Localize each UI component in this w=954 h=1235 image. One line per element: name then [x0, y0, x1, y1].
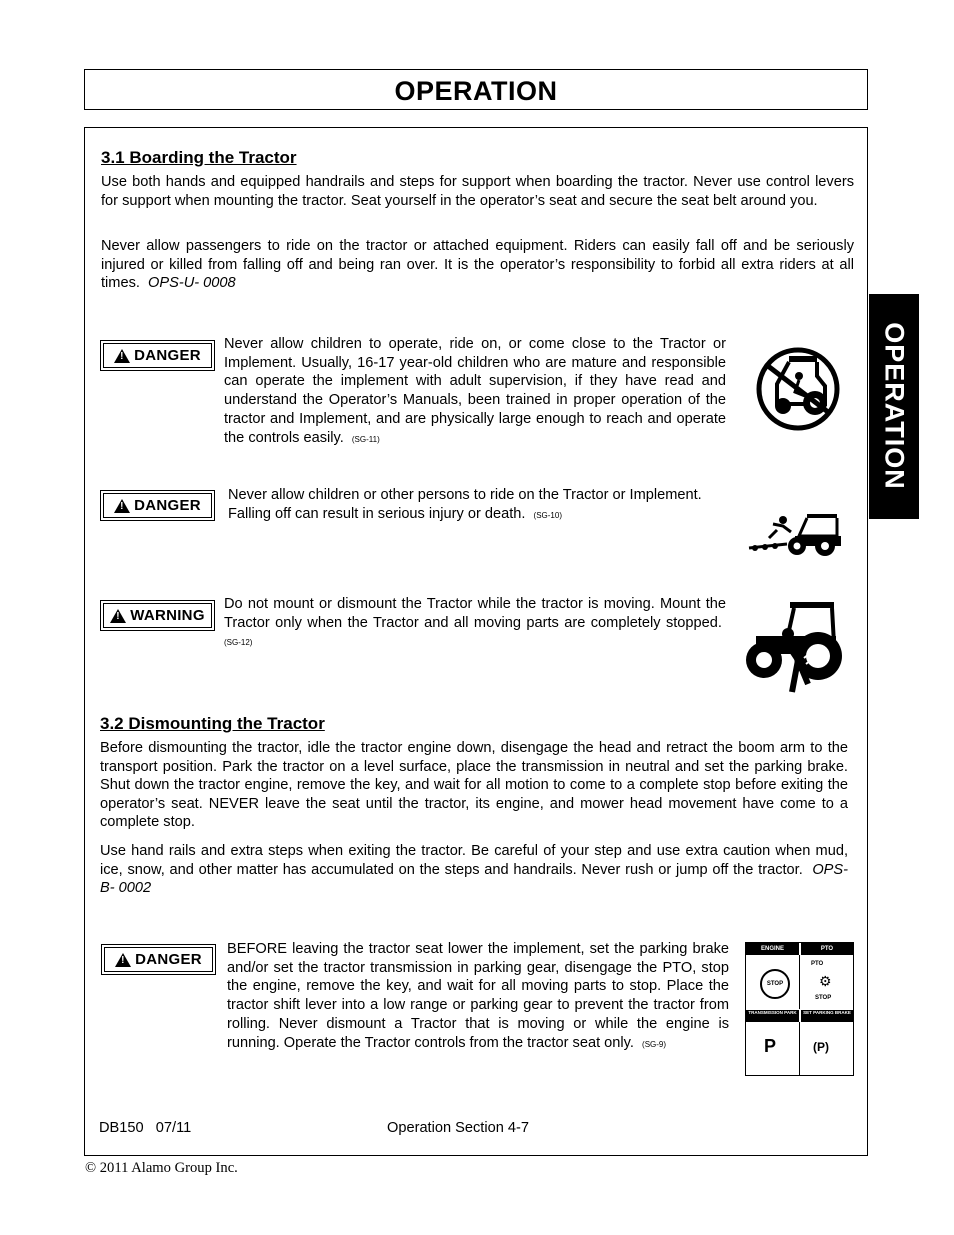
- warning-2-body: Never allow children or other persons to ride on the Tractor or Implement. Falling off can result in serious injury or death.: [228, 487, 702, 522]
- warning-triangle-icon: [114, 349, 130, 363]
- transmission-label: TRANSMISSION PARK: [746, 1010, 799, 1022]
- tractor-controls-icon: [745, 942, 854, 1076]
- warning-3-code: (SG-12): [224, 638, 253, 648]
- parking-brake-icon: (P): [813, 1040, 829, 1054]
- warning-text-4: [227, 940, 729, 1054]
- gear-icon: ⚙: [819, 973, 832, 989]
- dismounting-paragraph-2-text: Use hand rails and extra steps when exiting the tractor. Be careful of your step and use extra caution when mud, ice, snow, and other matter has accumulated on the steps and handrails. Never rush or jump off the tractor.: [100, 843, 848, 878]
- park-symbol: P: [764, 1036, 777, 1056]
- warning-1-body: Never allow children to operate, ride on, or come close to the Tractor or Implement. Usually, 16-17 year-old children who are mature and responsible can operate the implement with adult supervision, if they have read and understand the Operator’s Manuals, been trained in proper operation of the tractor and Implement, and are physically large enough to reach and operate the controls easily.: [224, 336, 726, 446]
- warning-4-body: BEFORE leaving the tractor seat lower the implement, set the parking brake and/or set the tractor transmission in parking gear, disengage the PTO, stop the engine, remove the key, and wait for all moving parts to stop. Place the tractor shift lever into a low range or parking gear to prevent the tractor from rolling. Never dismount a Tractor that is moving or while the engine is running. Operate the Tractor controls from the tractor seat only.: [227, 941, 729, 1051]
- copyright: © 2011 Alamo Group Inc.: [85, 1160, 238, 1176]
- warning-4-code: (SG-9): [642, 1039, 667, 1049]
- mount-moving-tractor-icon: [742, 598, 846, 696]
- pto-label: PTO: [801, 943, 853, 955]
- side-tab: [869, 294, 919, 519]
- boarding-code: OPS-U- 0008: [148, 275, 236, 292]
- section-title-boarding: 3.1 Boarding the Tractor: [101, 148, 297, 167]
- rider-falling-icon: [747, 510, 845, 558]
- brake-label: SET PARKING BRAKE: [801, 1010, 853, 1022]
- warning-triangle-icon: [110, 609, 126, 623]
- dismounting-paragraph-1: Before dismounting the tractor, idle the tractor engine down, disengage the head and retract the boom arm to the transport position. Park the tractor on a level surface, place the transmission in neutral and set the parking brake. Shut down the tractor engine, remove the key, and wait for all motion to come to a complete stop before exiting the operator’s seat. NEVER leave the seat until the tractor, its engine, and mower head movement have come to a complete stop.: [100, 740, 848, 831]
- footer-doc-id: DB150 07/11: [99, 1120, 192, 1136]
- pto-stop-box: [801, 955, 853, 1009]
- danger-label-1: [100, 340, 215, 371]
- boarding-paragraph-2-text: Never allow passengers to ride on the tractor or attached equipment. Riders can easily fall off and be seriously injured or killed from falling off and being ran over. It is the operator’s responsibility to forbid all extra riders at all times.: [101, 238, 854, 292]
- warning-triangle-icon: [115, 953, 131, 967]
- dismounting-code: OPS-B- 0002: [100, 861, 848, 897]
- warning-label-3: [100, 600, 215, 631]
- warning-3-body: Do not mount or dismount the Tractor while the tractor is moving. Mount the Tractor only when the Tractor and all moving parts are completely stopped.: [224, 596, 726, 631]
- warning-text-2: [228, 486, 731, 525]
- engine-label: ENGINE: [746, 943, 799, 955]
- warning-1-code: (SG-11): [351, 434, 380, 444]
- header-box: [84, 69, 868, 110]
- footer-section: Operation Section 4-7: [387, 1120, 529, 1136]
- dismounting-paragraph-2: [100, 842, 848, 898]
- parking-brake-box: [801, 1022, 853, 1075]
- danger-label-text: DANGER: [134, 347, 201, 364]
- danger-label-2: [100, 490, 215, 521]
- park-box: [746, 1022, 800, 1075]
- warning-label-text: WARNING: [130, 607, 205, 624]
- warning-text-3: [224, 595, 726, 653]
- section-title-dismounting: 3.2 Dismounting the Tractor: [100, 714, 325, 733]
- warning-2-code: (SG-10): [533, 510, 562, 520]
- danger-label-text: DANGER: [135, 951, 202, 968]
- danger-label-4: [101, 944, 216, 975]
- engine-stop-box: [746, 955, 800, 1009]
- pto-inner-label: PTO: [811, 961, 824, 967]
- pto-stop-text: STOP: [815, 995, 832, 1001]
- side-tab-label: OPERATION: [879, 322, 910, 490]
- boarding-paragraph-1: Use both hands and equipped handrails and steps for support when boarding the tractor. Never use control levers for support when mounting the tractor. Seat yourself in the operator’s seat and secure the seat belt around you.: [101, 174, 854, 209]
- danger-label-text: DANGER: [134, 497, 201, 514]
- page-header-title: OPERATION: [394, 76, 558, 106]
- boarding-paragraph-2: [101, 237, 854, 293]
- warning-text-1: [224, 335, 726, 449]
- warning-triangle-icon: [114, 499, 130, 513]
- engine-stop-icon: STOP: [760, 969, 790, 999]
- no-children-icon: [755, 346, 841, 432]
